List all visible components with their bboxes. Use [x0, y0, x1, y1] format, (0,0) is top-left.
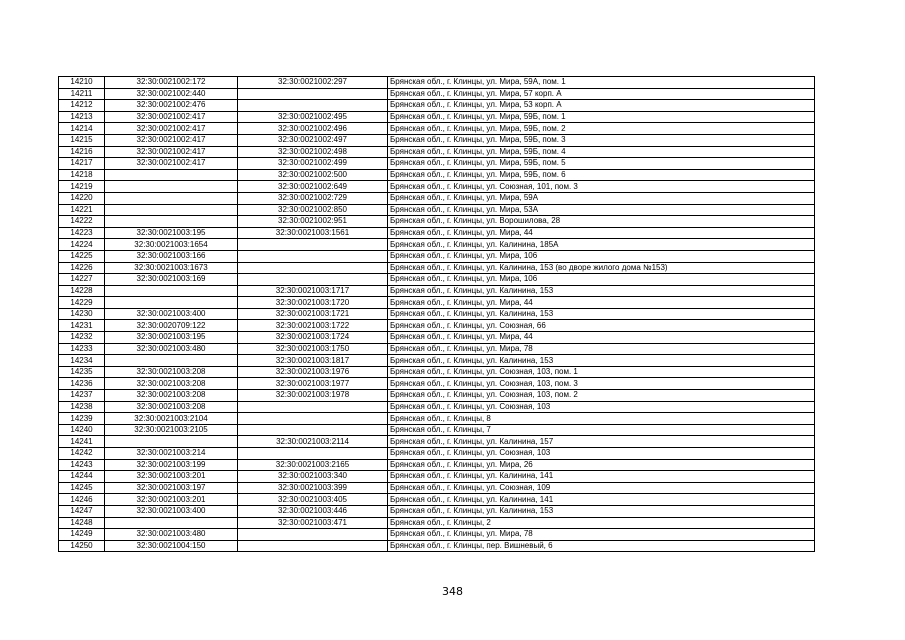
page-number: 348 — [442, 585, 463, 598]
table-row — [59, 517, 815, 529]
cell-object-cadastral-number: 32:30:0021003:2165 — [238, 459, 388, 471]
cell-land-cadastral-number — [105, 436, 238, 448]
cell-land-cadastral-number: 32:30:0021003:480 — [105, 529, 238, 541]
cell-record-number: 14232 — [59, 332, 105, 344]
cell-record-number: 14239 — [59, 413, 105, 425]
cell-land-cadastral-number — [105, 181, 238, 193]
cell-land-cadastral-number: 32:30:0021003:400 — [105, 308, 238, 320]
cell-record-number: 14210 — [59, 77, 105, 89]
cell-land-cadastral-number: 32:30:0021004:150 — [105, 540, 238, 552]
table-row — [59, 343, 815, 355]
table-row — [59, 227, 815, 239]
cell-address: Брянская обл., г. Клинцы, ул. Мира, 53А — [388, 204, 815, 216]
cell-object-cadastral-number: 32:30:0021002:500 — [238, 169, 388, 181]
cell-address: Брянская обл., г. Клинцы, ул. Калинина, 141 — [388, 471, 815, 483]
table-row — [59, 459, 815, 471]
cell-object-cadastral-number: 32:30:0021002:729 — [238, 192, 388, 204]
cell-address: Брянская обл., г. Клинцы, ул. Мира, 59Б, пом. 1 — [388, 111, 815, 123]
cell-address: Брянская обл., г. Клинцы, ул. Мира, 59Б, пом. 3 — [388, 134, 815, 146]
cell-address: Брянская обл., г. Клинцы, ул. Мира, 78 — [388, 529, 815, 541]
cell-record-number: 14218 — [59, 169, 105, 181]
cell-record-number: 14236 — [59, 378, 105, 390]
cell-land-cadastral-number: 32:30:0021002:417 — [105, 123, 238, 135]
cell-land-cadastral-number: 32:30:0021003:199 — [105, 459, 238, 471]
cell-address: Брянская обл., г. Клинцы, ул. Калинина, 153 — [388, 308, 815, 320]
cell-land-cadastral-number: 32:30:0021003:208 — [105, 390, 238, 402]
cell-address: Брянская обл., г. Клинцы, ул. Калинина, 141 — [388, 494, 815, 506]
cell-object-cadastral-number: 32:30:0021003:1750 — [238, 343, 388, 355]
table-row — [59, 448, 815, 460]
cell-record-number: 14219 — [59, 181, 105, 193]
cell-object-cadastral-number: 32:30:0021003:1717 — [238, 285, 388, 297]
cell-address: Брянская обл., г. Клинцы, ул. Союзная, 103, пом. 3 — [388, 378, 815, 390]
cell-object-cadastral-number: 32:30:0021002:495 — [238, 111, 388, 123]
cell-object-cadastral-number — [238, 88, 388, 100]
table-row — [59, 471, 815, 483]
cell-object-cadastral-number: 32:30:0021003:340 — [238, 471, 388, 483]
cell-object-cadastral-number — [238, 529, 388, 541]
cell-land-cadastral-number — [105, 204, 238, 216]
cell-address: Брянская обл., г. Клинцы, ул. Мира, 44 — [388, 227, 815, 239]
cell-record-number: 14234 — [59, 355, 105, 367]
cell-object-cadastral-number: 32:30:0021003:405 — [238, 494, 388, 506]
cell-record-number: 14215 — [59, 134, 105, 146]
table-row — [59, 436, 815, 448]
table-row — [59, 181, 815, 193]
cell-address: Брянская обл., г. Клинцы, ул. Мира, 59Б, пом. 2 — [388, 123, 815, 135]
table-row — [59, 366, 815, 378]
cell-object-cadastral-number: 32:30:0021003:1561 — [238, 227, 388, 239]
cell-record-number: 14214 — [59, 123, 105, 135]
cell-land-cadastral-number — [105, 192, 238, 204]
cell-land-cadastral-number: 32:30:0021002:440 — [105, 88, 238, 100]
cell-object-cadastral-number — [238, 424, 388, 436]
cell-object-cadastral-number: 32:30:0021003:1720 — [238, 297, 388, 309]
cell-land-cadastral-number: 32:30:0021002:417 — [105, 146, 238, 158]
cell-object-cadastral-number — [238, 540, 388, 552]
cell-address: Брянская обл., г. Клинцы, ул. Мира, 78 — [388, 343, 815, 355]
cell-land-cadastral-number: 32:30:0021003:197 — [105, 482, 238, 494]
table-row — [59, 529, 815, 541]
cell-object-cadastral-number: 32:30:0021002:497 — [238, 134, 388, 146]
table-row — [59, 169, 815, 181]
cell-address: Брянская обл., г. Клинцы, ул. Мира, 44 — [388, 332, 815, 344]
cell-object-cadastral-number — [238, 239, 388, 251]
cell-address: Брянская обл., г. Клинцы, ул. Союзная, 103 — [388, 448, 815, 460]
cell-record-number: 14244 — [59, 471, 105, 483]
table-row — [59, 482, 815, 494]
cell-address: Брянская обл., г. Клинцы, ул. Мира, 57 корп. А — [388, 88, 815, 100]
cell-land-cadastral-number: 32:30:0021003:208 — [105, 378, 238, 390]
cell-object-cadastral-number — [238, 250, 388, 262]
cell-record-number: 14220 — [59, 192, 105, 204]
cell-land-cadastral-number: 32:30:0021002:417 — [105, 158, 238, 170]
records-table-body — [59, 77, 815, 552]
cell-record-number: 14216 — [59, 146, 105, 158]
cell-object-cadastral-number: 32:30:0021003:1977 — [238, 378, 388, 390]
cell-object-cadastral-number: 32:30:0021003:1722 — [238, 320, 388, 332]
table-row — [59, 332, 815, 344]
cell-address: Брянская обл., г. Клинцы, ул. Калинина, 153 — [388, 505, 815, 517]
cell-record-number: 14231 — [59, 320, 105, 332]
cell-record-number: 14225 — [59, 250, 105, 262]
cell-record-number: 14226 — [59, 262, 105, 274]
cell-land-cadastral-number: 32:30:0021003:195 — [105, 227, 238, 239]
cell-record-number: 14240 — [59, 424, 105, 436]
cell-object-cadastral-number: 32:30:0021003:446 — [238, 505, 388, 517]
cell-land-cadastral-number: 32:30:0021003:214 — [105, 448, 238, 460]
cell-address: Брянская обл., г. Клинцы, пер. Вишневый, 6 — [388, 540, 815, 552]
cell-object-cadastral-number: 32:30:0021002:850 — [238, 204, 388, 216]
cell-land-cadastral-number: 32:30:0021003:480 — [105, 343, 238, 355]
cell-record-number: 14238 — [59, 401, 105, 413]
cell-object-cadastral-number: 32:30:0021003:1724 — [238, 332, 388, 344]
cell-record-number: 14224 — [59, 239, 105, 251]
cell-object-cadastral-number — [238, 262, 388, 274]
cell-land-cadastral-number: 32:30:0020709:122 — [105, 320, 238, 332]
cell-object-cadastral-number: 32:30:0021002:499 — [238, 158, 388, 170]
table-row — [59, 158, 815, 170]
cell-object-cadastral-number: 32:30:0021003:1976 — [238, 366, 388, 378]
table-row — [59, 424, 815, 436]
table-row — [59, 355, 815, 367]
cell-address: Брянская обл., г. Клинцы, ул. Мира, 26 — [388, 459, 815, 471]
cell-record-number: 14228 — [59, 285, 105, 297]
cell-address: Брянская обл., г. Клинцы, ул. Калинина, 153 (во дворе жилого дома №153) — [388, 262, 815, 274]
table-row — [59, 100, 815, 112]
cell-record-number: 14233 — [59, 343, 105, 355]
cell-land-cadastral-number — [105, 517, 238, 529]
cell-record-number: 14249 — [59, 529, 105, 541]
table-row — [59, 320, 815, 332]
cell-record-number: 14243 — [59, 459, 105, 471]
cell-object-cadastral-number — [238, 100, 388, 112]
cell-address: Брянская обл., г. Клинцы, ул. Мира, 106 — [388, 250, 815, 262]
cell-object-cadastral-number: 32:30:0021003:1721 — [238, 308, 388, 320]
cell-address: Брянская обл., г. Клинцы, ул. Мира, 106 — [388, 274, 815, 286]
cell-land-cadastral-number: 32:30:0021003:2105 — [105, 424, 238, 436]
cell-land-cadastral-number: 32:30:0021002:417 — [105, 111, 238, 123]
cell-address: Брянская обл., г. Клинцы, ул. Союзная, 101, пом. 3 — [388, 181, 815, 193]
cell-object-cadastral-number: 32:30:0021002:498 — [238, 146, 388, 158]
cell-land-cadastral-number: 32:30:0021002:417 — [105, 134, 238, 146]
cell-land-cadastral-number — [105, 216, 238, 228]
cell-object-cadastral-number: 32:30:0021003:471 — [238, 517, 388, 529]
cell-land-cadastral-number: 32:30:0021003:1654 — [105, 239, 238, 251]
cell-object-cadastral-number — [238, 401, 388, 413]
cell-address: Брянская обл., г. Клинцы, ул. Мира, 59Б, пом. 6 — [388, 169, 815, 181]
cell-land-cadastral-number: 32:30:0021003:1673 — [105, 262, 238, 274]
cell-land-cadastral-number: 32:30:0021003:166 — [105, 250, 238, 262]
table-row — [59, 505, 815, 517]
table-row — [59, 274, 815, 286]
table-row — [59, 285, 815, 297]
cell-record-number: 14245 — [59, 482, 105, 494]
table-row — [59, 413, 815, 425]
cell-record-number: 14229 — [59, 297, 105, 309]
cell-record-number: 14230 — [59, 308, 105, 320]
table-row — [59, 123, 815, 135]
cell-object-cadastral-number: 32:30:0021003:1978 — [238, 390, 388, 402]
records-table — [58, 76, 815, 552]
cell-record-number: 14242 — [59, 448, 105, 460]
cell-object-cadastral-number: 32:30:0021002:649 — [238, 181, 388, 193]
cell-land-cadastral-number: 32:30:0021002:476 — [105, 100, 238, 112]
table-row — [59, 216, 815, 228]
cell-record-number: 14241 — [59, 436, 105, 448]
cell-land-cadastral-number: 32:30:0021003:201 — [105, 494, 238, 506]
cell-object-cadastral-number — [238, 274, 388, 286]
cell-address: Брянская обл., г. Клинцы, ул. Союзная, 103, пом. 2 — [388, 390, 815, 402]
cell-record-number: 14222 — [59, 216, 105, 228]
cell-record-number: 14235 — [59, 366, 105, 378]
cell-address: Брянская обл., г. Клинцы, ул. Калинина, 157 — [388, 436, 815, 448]
cell-object-cadastral-number: 32:30:0021002:496 — [238, 123, 388, 135]
cell-land-cadastral-number — [105, 285, 238, 297]
cell-record-number: 14246 — [59, 494, 105, 506]
cell-land-cadastral-number: 32:30:0021002:172 — [105, 77, 238, 89]
cell-object-cadastral-number: 32:30:0021003:2114 — [238, 436, 388, 448]
cell-address: Брянская обл., г. Клинцы, ул. Союзная, 103, пом. 1 — [388, 366, 815, 378]
table-row — [59, 297, 815, 309]
cell-record-number: 14211 — [59, 88, 105, 100]
cell-record-number: 14213 — [59, 111, 105, 123]
cell-address: Брянская обл., г. Клинцы, ул. Калинина, 153 — [388, 285, 815, 297]
cell-object-cadastral-number — [238, 413, 388, 425]
cell-record-number: 14212 — [59, 100, 105, 112]
cell-address: Брянская обл., г. Клинцы, ул. Мира, 53 корп. А — [388, 100, 815, 112]
cell-land-cadastral-number: 32:30:0021003:400 — [105, 505, 238, 517]
table-row — [59, 308, 815, 320]
cell-record-number: 14247 — [59, 505, 105, 517]
table-row — [59, 88, 815, 100]
table-row — [59, 111, 815, 123]
cell-record-number: 14227 — [59, 274, 105, 286]
cell-address: Брянская обл., г. Клинцы, 8 — [388, 413, 815, 425]
table-row — [59, 401, 815, 413]
cell-address: Брянская обл., г. Клинцы, ул. Калинина, 185А — [388, 239, 815, 251]
table-row — [59, 390, 815, 402]
table-row — [59, 204, 815, 216]
cell-land-cadastral-number — [105, 355, 238, 367]
cell-address: Брянская обл., г. Клинцы, ул. Мира, 44 — [388, 297, 815, 309]
cell-object-cadastral-number — [238, 448, 388, 460]
cell-address: Брянская обл., г. Клинцы, 2 — [388, 517, 815, 529]
cell-record-number: 14217 — [59, 158, 105, 170]
cell-record-number: 14221 — [59, 204, 105, 216]
table-row — [59, 77, 815, 89]
cell-object-cadastral-number: 32:30:0021003:1817 — [238, 355, 388, 367]
cell-address: Брянская обл., г. Клинцы, ул. Мира, 59Б, пом. 4 — [388, 146, 815, 158]
cell-address: Брянская обл., г. Клинцы, ул. Мира, 59А, пом. 1 — [388, 77, 815, 89]
cell-record-number: 14248 — [59, 517, 105, 529]
cell-land-cadastral-number — [105, 169, 238, 181]
table-row — [59, 134, 815, 146]
cell-address: Брянская обл., г. Клинцы, ул. Союзная, 103 — [388, 401, 815, 413]
cell-land-cadastral-number: 32:30:0021003:169 — [105, 274, 238, 286]
cell-land-cadastral-number: 32:30:0021003:2104 — [105, 413, 238, 425]
cell-address: Брянская обл., г. Клинцы, ул. Союзная, 66 — [388, 320, 815, 332]
table-row — [59, 378, 815, 390]
cell-land-cadastral-number: 32:30:0021003:208 — [105, 366, 238, 378]
table-row — [59, 262, 815, 274]
cell-land-cadastral-number: 32:30:0021003:201 — [105, 471, 238, 483]
cell-address: Брянская обл., г. Клинцы, ул. Мира, 59Б, пом. 5 — [388, 158, 815, 170]
cell-address: Брянская обл., г. Клинцы, ул. Мира, 59А — [388, 192, 815, 204]
table-row — [59, 146, 815, 158]
table-row — [59, 250, 815, 262]
table-row — [59, 192, 815, 204]
cell-address: Брянская обл., г. Клинцы, ул. Союзная, 109 — [388, 482, 815, 494]
cell-land-cadastral-number: 32:30:0021003:208 — [105, 401, 238, 413]
cell-record-number: 14223 — [59, 227, 105, 239]
table-row — [59, 494, 815, 506]
table-row — [59, 540, 815, 552]
cell-object-cadastral-number: 32:30:0021002:951 — [238, 216, 388, 228]
cell-address: Брянская обл., г. Клинцы, ул. Калинина, 153 — [388, 355, 815, 367]
cell-record-number: 14237 — [59, 390, 105, 402]
cell-land-cadastral-number — [105, 297, 238, 309]
cell-address: Брянская обл., г. Клинцы, ул. Ворошилова, 28 — [388, 216, 815, 228]
cell-address: Брянская обл., г. Клинцы, 7 — [388, 424, 815, 436]
cell-record-number: 14250 — [59, 540, 105, 552]
table-row — [59, 239, 815, 251]
cell-land-cadastral-number: 32:30:0021003:195 — [105, 332, 238, 344]
cell-object-cadastral-number: 32:30:0021002:297 — [238, 77, 388, 89]
cell-object-cadastral-number: 32:30:0021003:399 — [238, 482, 388, 494]
